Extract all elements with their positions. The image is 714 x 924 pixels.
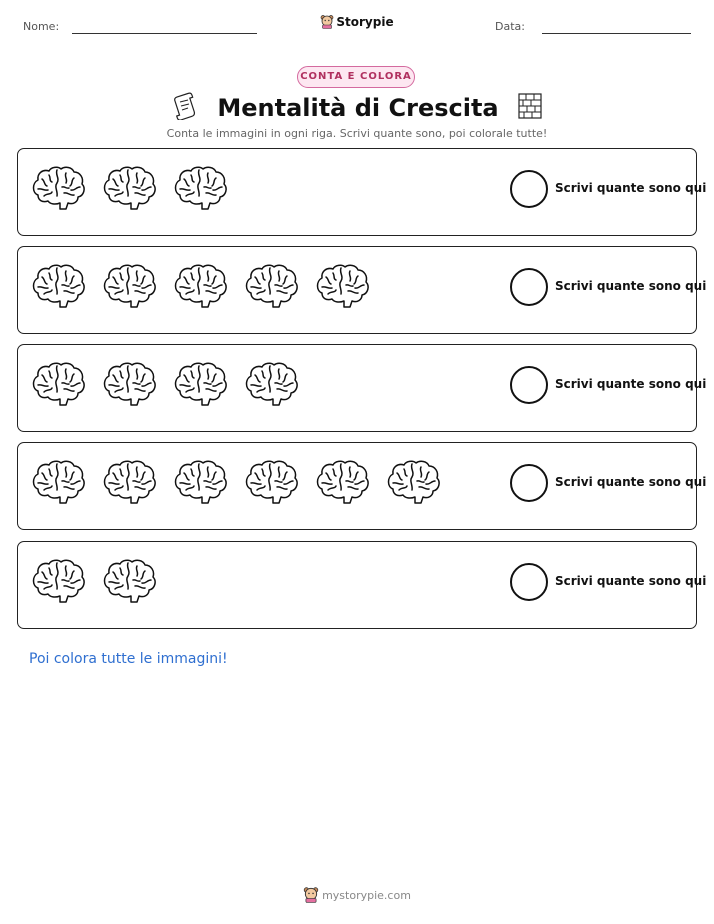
brain-icon — [101, 361, 157, 411]
name-line[interactable] — [72, 33, 257, 34]
date-label: Data: — [495, 20, 525, 33]
answer-label: Scrivi quante sono qui — [555, 279, 707, 293]
brain-icon — [172, 361, 228, 411]
brick-wall-icon — [518, 93, 542, 123]
brain-icon — [314, 263, 370, 313]
count-row — [17, 148, 707, 236]
count-row — [17, 344, 707, 432]
site-footer — [0, 886, 714, 903]
brand — [0, 14, 714, 29]
footer-note: Poi colora tutte le immagini! — [29, 651, 228, 667]
brain-icon — [243, 361, 299, 411]
date-line[interactable] — [542, 33, 691, 34]
page-title: Mentalità di Crescita — [217, 94, 499, 122]
count-row — [17, 442, 707, 530]
brain-icon — [30, 558, 86, 608]
brain-icon — [172, 263, 228, 313]
storypie-bear-icon — [320, 14, 334, 29]
scroll-icon — [172, 92, 198, 124]
answer-circle[interactable] — [510, 268, 548, 306]
name-label: Nome: — [23, 20, 60, 33]
answer-label: Scrivi quante sono qui — [555, 475, 707, 489]
brand-name: Storypie — [336, 15, 394, 29]
brain-icon — [172, 459, 228, 509]
answer-label: Scrivi quante sono qui — [555, 377, 707, 391]
answer-circle[interactable] — [510, 464, 548, 502]
brain-icon — [385, 459, 441, 509]
answer-circle[interactable] — [510, 170, 548, 208]
answer-label: Scrivi quante sono qui — [555, 574, 707, 588]
brain-icon — [243, 459, 299, 509]
brain-icon — [101, 165, 157, 215]
site-url: mystorypie.com — [322, 889, 411, 902]
instructions: Conta le immagini in ogni riga. Scrivi quante sono, poi colorale tutte! — [166, 127, 548, 140]
brain-icon — [30, 263, 86, 313]
brain-icon — [101, 558, 157, 608]
brain-icon — [243, 263, 299, 313]
brain-icon — [30, 459, 86, 509]
brain-icon — [172, 165, 228, 215]
count-row — [17, 246, 707, 334]
brain-icon — [314, 459, 370, 509]
answer-label: Scrivi quante sono qui — [555, 181, 707, 195]
brain-icon — [101, 263, 157, 313]
brain-icon — [101, 459, 157, 509]
storypie-bear-icon — [303, 886, 319, 903]
count-row — [17, 541, 707, 629]
answer-circle[interactable] — [510, 563, 548, 601]
category-badge: CONTA E COLORA — [297, 66, 415, 88]
answer-circle[interactable] — [510, 366, 548, 404]
title-row — [0, 92, 714, 124]
brain-icon — [30, 361, 86, 411]
brain-icon — [30, 165, 86, 215]
